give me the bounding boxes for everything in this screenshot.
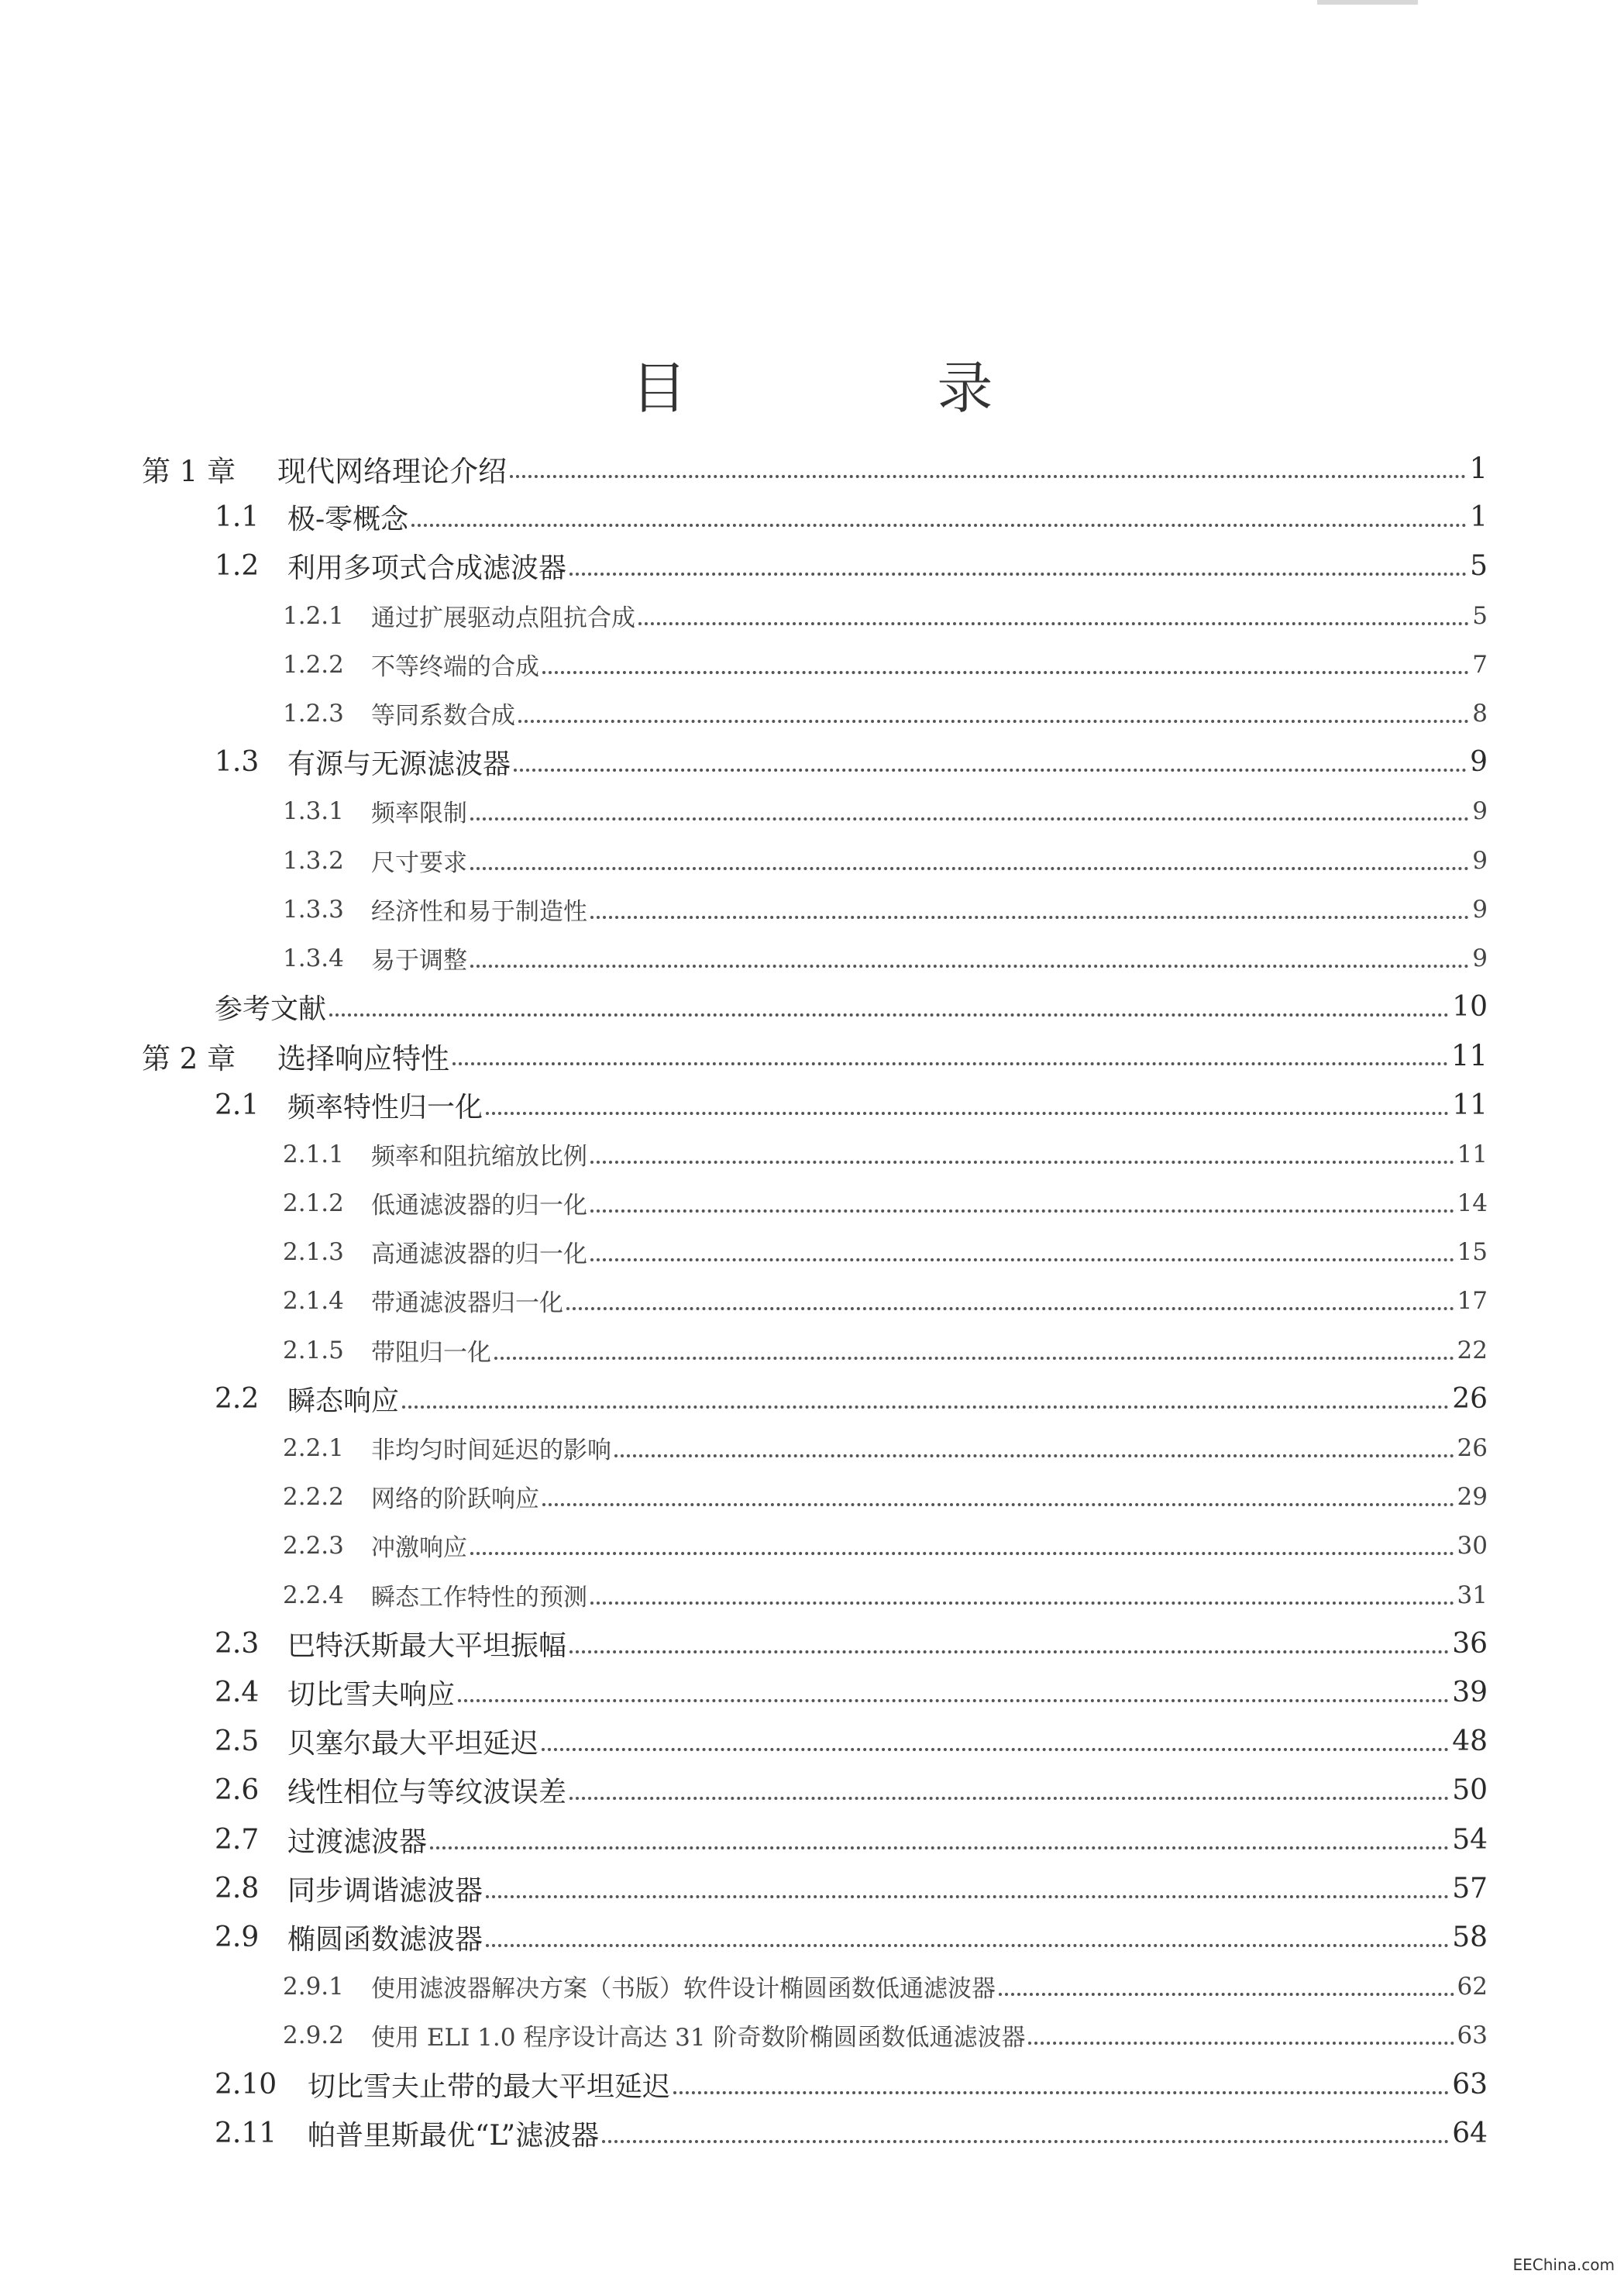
dot-leader — [569, 573, 1467, 576]
toc-entry-title: 频率和阻抗缩放比例 — [371, 1143, 587, 1171]
toc-entry-page: 63 — [1452, 2069, 1488, 2100]
toc-entry-title: 瞬态响应 — [287, 1385, 400, 1417]
toc-entry-number: 2.1 — [215, 1089, 260, 1121]
toc-entry-title: 网络的阶跃响应 — [371, 1485, 539, 1513]
toc-entry-number: 1.3.1 — [283, 796, 344, 825]
toc-entry-number: 2.1.3 — [283, 1237, 344, 1266]
toc-entry-title: 带通滤波器归一化 — [371, 1289, 563, 1317]
toc-entry-page: 9 — [1472, 944, 1488, 972]
toc-entry-page: 31 — [1457, 1581, 1488, 1609]
dot-leader — [590, 1602, 1454, 1605]
toc-entry-title: 高通滤波器的归一化 — [371, 1240, 587, 1268]
toc-entry-page: 26 — [1457, 1433, 1488, 1462]
toc-entry — [215, 2060, 1488, 2109]
top-edge-mark — [1317, 0, 1418, 5]
toc-entry — [283, 689, 1488, 738]
toc-entry — [215, 1864, 1488, 1913]
dot-leader — [452, 1062, 1448, 1065]
toc-entry-number: 2.9.1 — [283, 1972, 344, 2001]
toc-entry-title: 有源与无源滤波器 — [287, 748, 511, 780]
toc-entry-number: 1.1 — [215, 501, 260, 533]
dot-leader — [638, 622, 1469, 625]
page-title: 目 录 — [631, 356, 1110, 421]
toc-entry-title: 等同系数合成 — [371, 702, 515, 730]
dot-leader — [542, 1503, 1454, 1506]
toc-entry — [215, 982, 1488, 1031]
toc-entry-number: 2.2.2 — [283, 1482, 344, 1511]
dot-leader — [411, 524, 1467, 527]
dot-leader — [566, 1307, 1454, 1310]
dot-leader — [486, 1944, 1449, 1947]
toc-entry — [283, 836, 1488, 885]
toc-entry-title: 帕普里斯最优“L”滤波器 — [308, 2120, 600, 2152]
dot-leader — [470, 965, 1469, 968]
toc-entry-number: 2.8 — [215, 1873, 260, 1904]
toc-entry-title: 非均匀时间延迟的影响 — [371, 1436, 611, 1464]
toc-entry — [283, 885, 1488, 934]
toc-entry-title: 过渡滤波器 — [287, 1826, 428, 1858]
toc-entry-number: 2.9.2 — [283, 2021, 344, 2049]
toc-entry — [283, 640, 1488, 689]
toc-entry-title: 易于调整 — [371, 947, 467, 975]
toc-entry-number: 2.2.4 — [283, 1581, 344, 1609]
dot-leader — [569, 1797, 1449, 1800]
toc-entry — [283, 1227, 1488, 1276]
toc-entry-title: 利用多项式合成滤波器 — [287, 552, 567, 584]
toc-entry-number: 1.3 — [215, 746, 260, 778]
toc-entry-number: 1.2 — [215, 550, 260, 582]
dot-leader — [673, 2091, 1449, 2094]
toc-entry — [283, 1130, 1488, 1178]
toc-entry-page: 54 — [1452, 1824, 1488, 1856]
toc-entry-page: 48 — [1452, 1725, 1488, 1757]
toc-entry-page: 1 — [1469, 452, 1488, 485]
toc-entry-number: 2.6 — [215, 1774, 260, 1806]
toc-entry — [215, 1766, 1488, 1815]
toc-entry — [215, 2109, 1488, 2158]
toc-entry — [283, 1962, 1488, 2011]
toc-entry-page: 62 — [1457, 1972, 1488, 2001]
toc-entry-number: 1.3.4 — [283, 944, 344, 972]
dot-leader — [590, 1258, 1454, 1261]
toc-entry — [283, 591, 1488, 640]
toc-entry-page: 30 — [1457, 1531, 1488, 1560]
toc-entry-page: 39 — [1452, 1677, 1488, 1708]
toc-entry-title: 经济性和易于制造性 — [371, 898, 587, 926]
toc-entry-number: 2.5 — [215, 1725, 260, 1757]
toc-entry-number: 第 1 章 — [142, 454, 236, 488]
toc-entry — [215, 1717, 1488, 1766]
toc-entry-page: 22 — [1457, 1336, 1488, 1364]
dot-leader — [590, 916, 1469, 919]
dot-leader — [569, 1650, 1449, 1653]
toc-entry-page: 1 — [1470, 501, 1488, 533]
toc-entry — [283, 1521, 1488, 1570]
toc-entry-title: 现代网络理论介绍 — [277, 454, 507, 488]
toc-entry-page: 29 — [1457, 1482, 1488, 1511]
toc-entry-page: 7 — [1472, 650, 1488, 679]
toc-entry — [283, 1276, 1488, 1325]
toc-entry-title: 频率特性归一化 — [287, 1092, 483, 1123]
toc-entry-title: 选择响应特性 — [277, 1041, 449, 1075]
toc-entry — [283, 786, 1488, 835]
toc-entry — [283, 2011, 1488, 2059]
dot-leader — [402, 1405, 1449, 1409]
toc-entry — [215, 1913, 1488, 1962]
toc-entry-page: 15 — [1457, 1237, 1488, 1266]
toc-entry-number: 2.2.1 — [283, 1433, 344, 1462]
dot-leader — [470, 1552, 1454, 1555]
toc-entry-number: 2.1.1 — [283, 1140, 344, 1168]
toc-entry-page: 9 — [1472, 895, 1488, 924]
toc-entry — [215, 738, 1488, 786]
toc-entry-title: 贝塞尔最大平坦延迟 — [287, 1728, 539, 1760]
toc-entry-number: 第 2 章 — [142, 1041, 236, 1075]
dot-leader — [542, 671, 1469, 674]
toc-entry-title: 频率限制 — [371, 800, 467, 827]
toc-entry-title: 同步调谐滤波器 — [287, 1875, 483, 1907]
dot-leader — [486, 1895, 1449, 1898]
dot-leader — [430, 1846, 1449, 1849]
dot-leader — [494, 1357, 1454, 1360]
toc-entry-page: 9 — [1472, 796, 1488, 825]
toc-entry — [283, 1326, 1488, 1375]
dot-leader — [470, 867, 1469, 870]
toc-entry-title: 切比雪夫止带的最大平坦延迟 — [308, 2071, 671, 2103]
toc-entry — [142, 1031, 1488, 1080]
toc-entry-title: 线性相位与等纹波误差 — [287, 1777, 567, 1808]
toc-entry-title: 不等终端的合成 — [371, 653, 539, 681]
toc-entry-number: 2.4 — [215, 1677, 260, 1708]
toc-entry-page: 9 — [1470, 746, 1488, 778]
toc-entry-title: 椭圆函数滤波器 — [287, 1924, 483, 1956]
toc-entry-title: 切比雪夫响应 — [287, 1679, 456, 1711]
toc-entry — [142, 444, 1488, 493]
dot-leader — [486, 1112, 1449, 1115]
dot-leader — [329, 1013, 1449, 1017]
toc-entry-page: 57 — [1452, 1873, 1488, 1904]
dot-leader — [590, 1161, 1454, 1164]
toc-entry-number: 2.10 — [215, 2069, 277, 2100]
toc-entry-page: 17 — [1457, 1286, 1488, 1315]
toc-entry-page: 14 — [1457, 1189, 1488, 1217]
dot-leader — [510, 475, 1466, 478]
toc-entry-page: 9 — [1472, 846, 1488, 875]
dot-leader — [614, 1454, 1454, 1457]
toc-entry-title: 尺寸要求 — [371, 849, 467, 877]
watermark: EEChina.com — [1512, 2255, 1615, 2274]
toc-entry-page: 5 — [1470, 550, 1488, 582]
toc-entry — [215, 1668, 1488, 1717]
toc-entry — [215, 1619, 1488, 1668]
toc-entry-number: 1.3.2 — [283, 846, 344, 875]
dot-leader — [542, 1748, 1449, 1751]
toc-entry-page: 50 — [1452, 1774, 1488, 1806]
toc-entry-title: 瞬态工作特性的预测 — [371, 1584, 587, 1612]
toc-entry-page: 11 — [1457, 1140, 1488, 1168]
toc-entry-title: 冲激响应 — [371, 1534, 467, 1562]
toc-entry-number: 1.2.1 — [283, 601, 344, 630]
toc-entry-title: 使用滤波器解决方案（书版）软件设计椭圆函数低通滤波器 — [371, 1975, 996, 2003]
toc-entry-number: 2.2 — [215, 1383, 260, 1415]
toc-entry-title: 通过扩展驱动点阻抗合成 — [371, 604, 635, 632]
toc-entry-page: 11 — [1452, 1089, 1488, 1121]
toc-entry-number: 1.2.3 — [283, 699, 344, 728]
toc-entry — [283, 1571, 1488, 1619]
toc-entry-title: 参考文献 — [215, 993, 327, 1025]
toc-entry-page: 58 — [1452, 1922, 1488, 1953]
toc-entry — [215, 542, 1488, 590]
toc-entry-page: 8 — [1472, 699, 1488, 728]
dot-leader — [518, 720, 1469, 723]
toc-entry-number: 2.3 — [215, 1628, 260, 1660]
toc-entry — [215, 1375, 1488, 1423]
toc-entry — [215, 1815, 1488, 1864]
toc-entry — [283, 1178, 1488, 1227]
toc-entry — [215, 493, 1488, 542]
toc-entry-number: 1.2.2 — [283, 650, 344, 679]
toc-entry — [283, 1472, 1488, 1521]
toc-entry-title: 极-零概念 — [287, 504, 409, 535]
toc-entry-number: 2.2.3 — [283, 1531, 344, 1560]
toc-entry-page: 63 — [1457, 2021, 1488, 2049]
toc-entry — [215, 1081, 1488, 1130]
toc-entry-title: 带阻归一化 — [371, 1339, 491, 1367]
dot-leader — [590, 1209, 1454, 1213]
toc-entry-number: 2.7 — [215, 1824, 260, 1856]
toc-entry-number: 2.9 — [215, 1922, 260, 1953]
dot-leader — [1028, 2042, 1454, 2045]
toc-entry-number: 2.1.4 — [283, 1286, 344, 1315]
toc-entry-title: 巴特沃斯最大平坦振幅 — [287, 1630, 567, 1662]
toc-entry-page: 11 — [1450, 1039, 1488, 1072]
dot-leader — [602, 2140, 1449, 2143]
dot-leader — [999, 1993, 1454, 1996]
toc-entry-number: 2.11 — [215, 2118, 277, 2149]
toc-entry-title: 使用 ELI 1.0 程序设计高达 31 阶奇数阶椭圆函数低通滤波器 — [371, 2024, 1026, 2052]
toc-entry-page: 10 — [1452, 991, 1488, 1023]
dot-leader — [514, 769, 1467, 772]
toc-entry-page: 36 — [1452, 1628, 1488, 1660]
dot-leader — [470, 817, 1469, 821]
toc-entry-number: 1.3.3 — [283, 895, 344, 924]
toc-entry-title: 低通滤波器的归一化 — [371, 1192, 587, 1220]
toc-entry-page: 5 — [1472, 601, 1488, 630]
toc-entry-number: 2.1.2 — [283, 1189, 344, 1217]
toc-entry-number: 2.1.5 — [283, 1336, 344, 1364]
dot-leader — [458, 1699, 1449, 1702]
toc-entry-page: 64 — [1452, 2118, 1488, 2149]
toc-entry — [283, 1423, 1488, 1472]
toc-entry-page: 26 — [1452, 1383, 1488, 1415]
toc-entry — [283, 934, 1488, 982]
